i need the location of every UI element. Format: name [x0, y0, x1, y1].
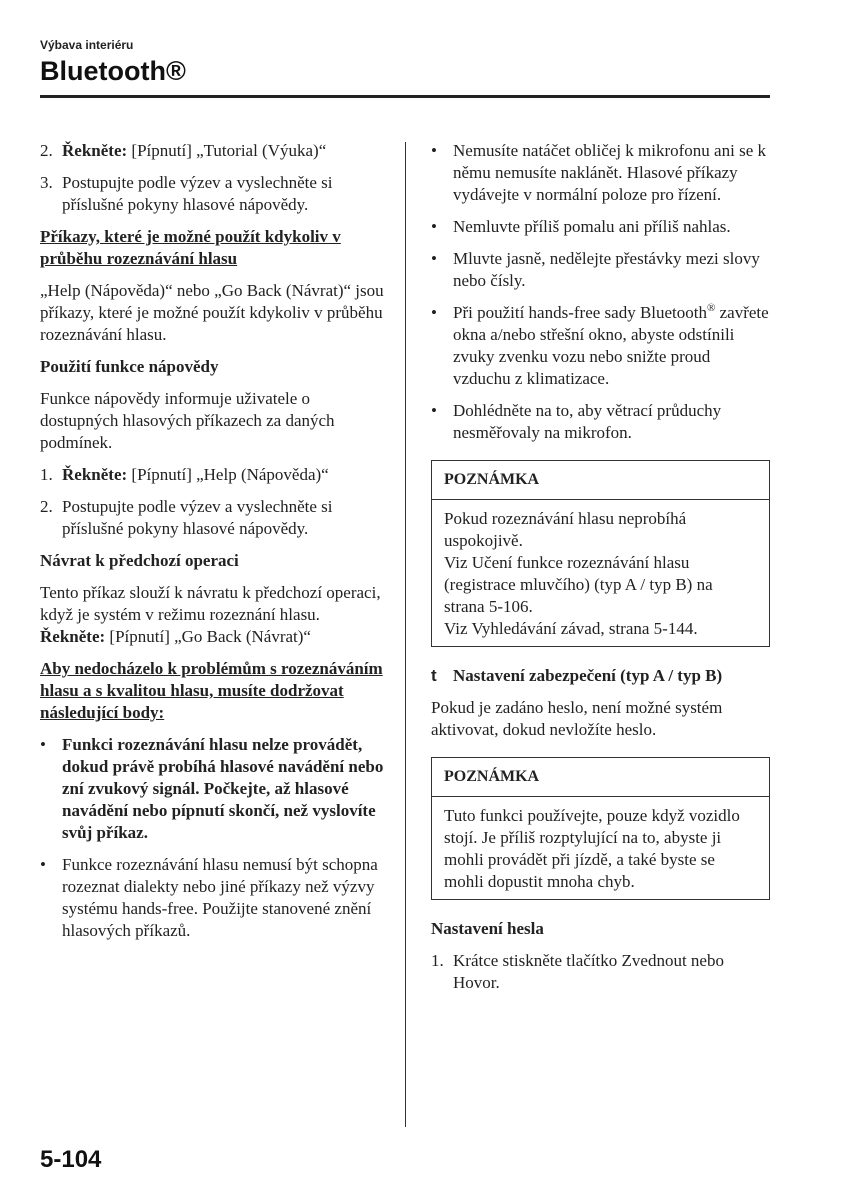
bullet-icon: •	[40, 855, 46, 874]
heading-go-back: Návrat k předchozí operaci	[40, 551, 239, 570]
bullet-icon: •	[40, 735, 46, 754]
page-title: Bluetooth®	[40, 56, 186, 86]
note-box-2	[431, 757, 770, 900]
step-2	[40, 140, 385, 162]
say-command: [Pípnutí] „Tutorial (Výuka)“	[127, 141, 327, 160]
bullet-item	[431, 400, 770, 444]
note-title: POZNÁMKA	[432, 758, 769, 797]
paragraph-any-time: „Help (Nápověda)“ nebo „Go Back (Návrat)“ jsou příkazy, které je možné použít kdykoliv v průběhu rozeznávání hlasu.	[40, 281, 384, 344]
step-number: 2.	[40, 497, 53, 516]
bullet-item	[431, 140, 770, 206]
help-step-1	[40, 464, 385, 486]
paragraph-go-back: Tento příkaz slouží k návratu k předchozí operaci, když je systém v režimu rozeznání hlasu.	[40, 583, 381, 624]
bullet-text: Mluvte jasně, nedělejte přestávky mezi slovy nebo čísly.	[453, 249, 760, 290]
note-line: Viz Vyhledávání závad, strana 5-144.	[444, 619, 698, 638]
step-3	[40, 172, 385, 216]
section-marker-icon: t	[431, 666, 437, 685]
bullet-item	[431, 302, 770, 390]
paragraph-security: Pokud je zadáno heslo, není možné systém aktivovat, dokud nevložíte heslo.	[431, 698, 723, 739]
heading-password-setup: Nastavení hesla	[431, 919, 544, 938]
say-label: Řekněte:	[40, 627, 106, 646]
bullet-text: Funkce rozeznávání hlasu nemusí být schopna rozeznat dialekty nebo jiné příkazy než výzvy systému hands-free. Použijte stanovené znění hlasových příkazů.	[62, 855, 378, 940]
step-text: Postupujte podle výzev a vyslechněte si příslušné pokyny hlasové nápovědy.	[62, 173, 333, 214]
go-back-command	[40, 626, 385, 648]
heading-avoid-problems: Aby nedocházelo k problémům s rozeznáváním hlasu a s kvalitou hlasu, musíte dodržovat následující body:	[40, 659, 383, 722]
note-box-1	[431, 460, 770, 647]
registered-mark: ®	[707, 302, 716, 314]
bullet-icon: •	[431, 303, 437, 322]
help-step-2	[40, 496, 385, 540]
note-body	[432, 500, 769, 646]
page-number: 5-104	[40, 1146, 102, 1173]
say-label: Řekněte:	[62, 465, 128, 484]
heading-help-function: Použití funkce nápovědy	[40, 357, 219, 376]
section-label: Výbava interiéru	[40, 38, 134, 52]
right-column	[431, 140, 770, 1004]
step-text	[62, 140, 385, 162]
header-rule	[40, 95, 770, 98]
bullet-item	[431, 248, 770, 292]
note-title: POZNÁMKA	[432, 461, 769, 500]
say-command: [Pípnutí] „Help (Nápověda)“	[127, 465, 329, 484]
left-column	[40, 140, 385, 952]
column-divider	[405, 142, 406, 1127]
step-text	[62, 464, 385, 486]
paragraph-help: Funkce nápovědy informuje uživatele o dostupných hlasových příkazech za daných podmínek.	[40, 389, 335, 452]
bullet-item	[431, 216, 770, 238]
note-line: Viz Učení funkce rozeznávání hlasu (registrace mluvčího) (typ A / typ B) na strana 5-106.	[444, 553, 713, 616]
password-step-1	[431, 950, 770, 994]
bullet-text	[453, 302, 770, 390]
bullet-text: Dohlédněte na to, aby větrací průduchy nesměřovaly na mikrofon.	[453, 401, 722, 442]
section-heading-text: Nastavení zabezpečení (typ A / typ B)	[453, 666, 723, 685]
step-number: 2.	[40, 141, 53, 160]
bullet-icon: •	[431, 249, 437, 268]
bullet-item	[40, 854, 385, 942]
heading-any-time-commands: Příkazy, které je možné použít kdykoliv v průběhu rozeznávání hlasu	[40, 227, 341, 268]
step-number: 3.	[40, 173, 53, 192]
bullet-icon: •	[431, 401, 437, 420]
bullet-text: Nemusíte natáčet obličej k mikrofonu ani se k němu nemusíte naklánět. Hlasové příkazy vydávejte v normální poloze pro řízení.	[453, 141, 766, 204]
bullet-text: Funkci rozeznávání hlasu nelze provádět, dokud právě probíhá hlasové navádění nebo zní zvukový signál. Počkejte, až hlasové navádění nebo pípnutí skončí, než vyslovíte svůj příkaz.	[62, 735, 384, 842]
note-line: Pokud rozeznávání hlasu neprobíhá uspokojivě.	[444, 509, 687, 550]
bullet-text-part: Při použití hands-free sady Bluetooth	[453, 303, 708, 322]
step-text: Postupujte podle výzev a vyslechněte si příslušné pokyny hlasové nápovědy.	[62, 497, 333, 538]
say-label: Řekněte:	[62, 141, 128, 160]
step-text: Krátce stiskněte tlačítko Zvednout nebo Hovor.	[453, 951, 724, 992]
bullet-icon: •	[431, 141, 437, 160]
note-body: Tuto funkci používejte, pouze když vozidlo stojí. Je příliš rozptylující na to, abyste ji mohli provádět při jízdě, a také byste se mohli dopustit mnoha chyb.	[444, 806, 740, 891]
step-number: 1.	[431, 951, 444, 970]
step-number: 1.	[40, 465, 53, 484]
bullet-icon: •	[431, 217, 437, 236]
security-section-heading	[431, 665, 770, 687]
bullet-text-part: zavřete okna a/nebo střešní okno, abyste odstínili zvuky zvenku vozu nebo snižte proud vzduchu z klimatizace.	[453, 303, 769, 388]
say-command: [Pípnutí] „Go Back (Návrat)“	[105, 627, 311, 646]
bullet-text: Nemluvte příliš pomalu ani příliš nahlas.	[453, 217, 731, 236]
bullet-item	[40, 734, 385, 844]
